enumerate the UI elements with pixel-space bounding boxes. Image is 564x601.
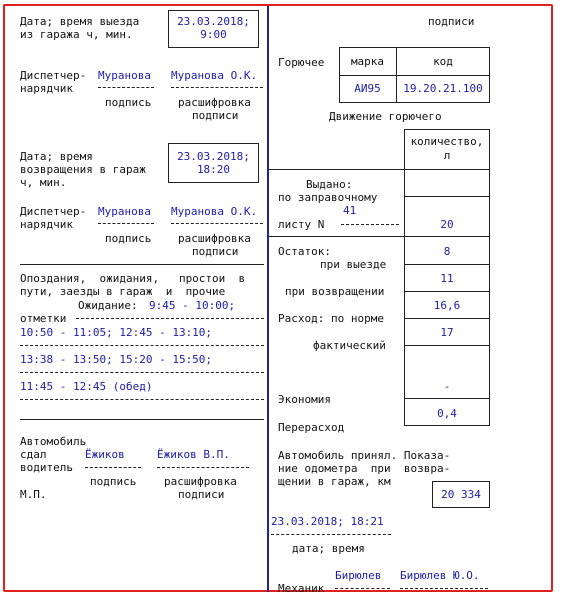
dispatcher1-name: Муранова О.К. xyxy=(171,69,258,82)
actual-value: 17 xyxy=(440,326,454,339)
notes-line xyxy=(76,318,264,319)
dispatcher1-label-1: Диспетчер- xyxy=(20,69,87,82)
on-return-label: при возвращении xyxy=(285,285,385,298)
return-label-1: Дата; время xyxy=(20,150,93,163)
mechanic-name-line xyxy=(400,588,488,589)
fuel-table-row-line xyxy=(339,75,490,76)
departure-label-1: Дата; время выезда xyxy=(20,15,140,28)
notes-underline-1 xyxy=(20,345,264,346)
notes-line-3: 11:45 - 12:45 (обед) xyxy=(20,380,153,393)
issued-label-1: Выдано: xyxy=(306,178,353,191)
qty-row-line-7 xyxy=(404,345,490,346)
issued-value: 20 xyxy=(440,218,454,231)
return-label-3: ч, мин. xyxy=(20,176,67,189)
delays-top-line xyxy=(20,264,264,265)
qty-header-1: количество, xyxy=(410,135,484,148)
qty-header-2: л xyxy=(443,149,451,162)
notes-line-2: 13:38 - 13:50; 15:20 - 15:50; xyxy=(20,353,213,366)
car-label: Автомобиль xyxy=(20,435,87,448)
notes-underline-3 xyxy=(20,399,264,400)
decode-caption-2b: подписи xyxy=(192,245,239,258)
driver-sign: Ёжиков xyxy=(85,448,125,461)
delays-text-2: пути, заезды в гараж и прочие xyxy=(20,285,226,298)
movement-title: Движение горючего xyxy=(329,110,442,123)
driver-name-line xyxy=(157,467,249,468)
code-value: 19.20.21.100 xyxy=(403,82,483,95)
decode-caption-2a: расшифровка xyxy=(178,232,251,245)
notes-line-1: 10:50 - 11:05; 12:45 - 13:10; xyxy=(20,326,213,339)
economy-value: - xyxy=(443,380,451,393)
accepted-text-3: щении в гараж, км xyxy=(278,475,391,488)
return-label-2: возвращения в гараж xyxy=(20,163,146,176)
dispatcher1-name-line xyxy=(171,87,263,88)
qty-row-line-3 xyxy=(269,236,490,237)
driver-name: Ёжиков В.П. xyxy=(157,448,230,461)
qty-row-line-2 xyxy=(404,196,490,197)
driver-label: водитель xyxy=(20,461,73,474)
decode-caption-1b: подписи xyxy=(192,109,239,122)
driver-sign-line xyxy=(85,467,141,468)
datetime-value: 23.03.2018; 18:21 xyxy=(271,515,384,528)
dispatcher2-sign-line xyxy=(98,223,154,224)
sign-caption-1: подпись xyxy=(105,96,152,109)
sign-caption-3: подпись xyxy=(90,475,137,488)
on-departure-value: 8 xyxy=(443,245,451,258)
return-time: 18:20 xyxy=(196,163,231,176)
dispatcher1-label-2: нарядчик xyxy=(20,82,73,95)
qty-row-line-1 xyxy=(269,169,490,170)
mechanic-sign-line xyxy=(335,588,390,589)
on-return-value: 11 xyxy=(440,272,454,285)
dispatcher2-name-line xyxy=(171,223,263,224)
dispatcher2-label-2: нарядчик xyxy=(20,218,73,231)
qty-row-line-4 xyxy=(404,264,490,265)
remainder-label: Остаток: xyxy=(278,245,331,258)
dispatcher1-sign: Муранова xyxy=(98,69,151,82)
qty-row-line-8 xyxy=(404,398,490,399)
notes-underline-2 xyxy=(20,372,264,373)
sheet-line xyxy=(341,224,399,225)
departure-time: 9:00 xyxy=(200,28,227,41)
code-header: код xyxy=(433,55,453,68)
on-departure-label: при выезде xyxy=(320,258,387,271)
overuse-label: Перерасход xyxy=(278,421,345,434)
odometer-value: 20 334 xyxy=(441,488,481,501)
issued-label-2: по заправочному xyxy=(278,191,378,204)
actual-label: фактический xyxy=(313,339,386,352)
mechanic-name: Бирюлев Ю.О. xyxy=(400,569,480,582)
sign-caption-2: подпись xyxy=(105,232,152,245)
return-date: 23.03.2018; xyxy=(177,150,250,163)
column-divider xyxy=(267,6,269,592)
mechanic-label: Механик xyxy=(278,582,325,595)
delays-text-1: Опоздания, ожидания, простои в xyxy=(20,272,246,285)
datetime-line xyxy=(271,534,391,535)
qty-row-line-5 xyxy=(404,291,490,292)
dispatcher1-sign-line xyxy=(98,87,154,88)
issued-number: 41 xyxy=(343,204,357,217)
overuse-value: 0,4 xyxy=(437,407,457,420)
decode-caption-1a: расшифровка xyxy=(178,96,251,109)
waiting-label: Ожидание: xyxy=(78,299,138,312)
dispatcher2-name: Муранова О.К. xyxy=(171,205,258,218)
decode-caption-3b: подписи xyxy=(178,488,225,501)
norm-value: 16,6 xyxy=(433,299,461,312)
accepted-text-1: Автомобиль принял. Показа- xyxy=(278,449,451,462)
top-caption: подписи xyxy=(428,15,475,28)
departure-date: 23.03.2018; xyxy=(177,15,250,28)
brand-header: марка xyxy=(350,55,385,68)
dispatcher2-sign: Муранова xyxy=(98,205,151,218)
sheet-label: листу N xyxy=(278,218,325,231)
fuel-label: Горючее xyxy=(278,56,325,69)
mechanic-sign: Бирюлев xyxy=(335,569,382,582)
departure-label-2: из гаража ч, мин. xyxy=(20,28,133,41)
notes-label: отметки xyxy=(20,312,67,325)
datetime-caption: дата; время xyxy=(292,542,365,555)
decode-caption-3a: расшифровка xyxy=(164,475,237,488)
mp-label: М.П. xyxy=(20,488,47,501)
economy-label: Экономия xyxy=(278,393,331,406)
qty-row-line-6 xyxy=(404,318,490,319)
notes-bottom-line xyxy=(20,419,264,420)
accepted-text-2: ние одометра при возвра- xyxy=(278,462,451,475)
dispatcher2-label-1: Диспетчер- xyxy=(20,205,87,218)
consumption-label: Расход: по норме xyxy=(278,312,384,325)
waiting-value: 9:45 - 10:00; xyxy=(149,299,236,312)
brand-value: АИ95 xyxy=(354,82,381,95)
handed-label: сдал xyxy=(20,448,47,461)
